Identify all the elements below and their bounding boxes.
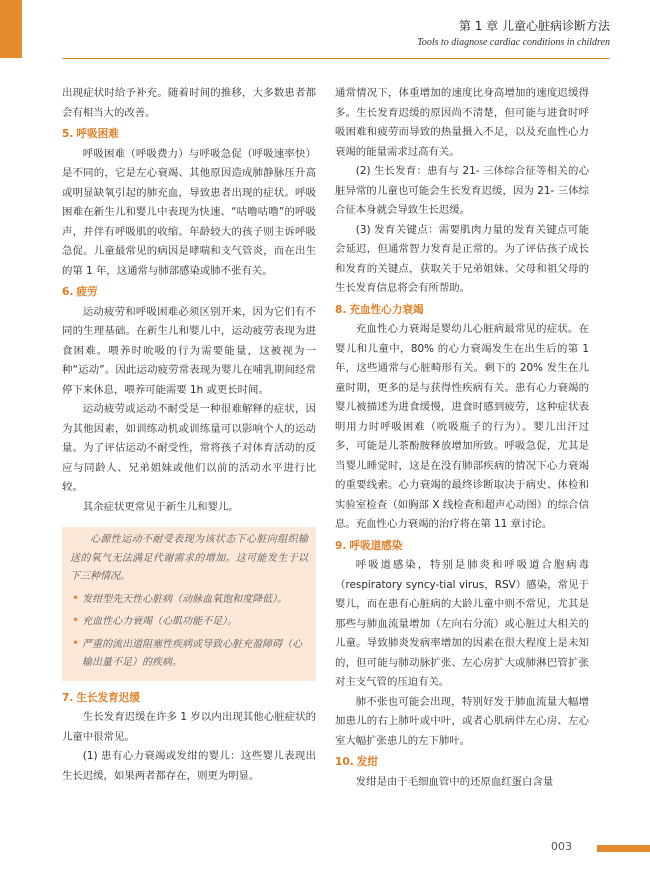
paragraph: 通常情况下，体重增加的速度比身高增加的速度迟缓得多。生长发育迟缓的原因尚不清楚，但可能与进食时呼吸困难和疲劳而导致的热量摄入不足，以及充血性心力衰竭的能量需求过高有关。 <box>335 87 589 158</box>
section-title: 呼吸困难 <box>76 128 119 140</box>
paragraph: (3) 发育关键点：需要肌肉力量的发育关键点可能会延迟，但通常智力发育是正常的。为了评估孩子成长和发育的关键点，获取关于兄弟姐妹、父母和祖父母的生长发育信息将会有所帮助。 <box>335 223 589 294</box>
footer-accent-bar <box>597 845 650 852</box>
section-heading-heart-failure <box>335 301 589 321</box>
section-number: 7. <box>62 691 74 704</box>
section-number: 8. <box>335 303 347 316</box>
callout-item-text: 发绀型先天性心脏病（动脉血氧饱和度降低）。 <box>82 593 288 605</box>
paragraph: 呼吸困难（呼吸费力）与呼吸急促（呼吸速率快）是不同的，它是左心衰竭、其他原因造成肺静脉压升高或明显缺氧引起的肺充血，导致患者出现的症状。呼吸困难在新生儿和婴儿中表现为快速、“咕噜咕噜”的呼吸声，并伴有呼吸肌的收缩。年龄较大的孩子则主诉呼吸急促。儿童最常见的病因是哮喘和支气管炎，而在出生的第 1 年，这通常与肺部感染或肺不张有关。 <box>62 147 316 277</box>
callout-item-text: 充血性心力衰竭（心肌功能不足）。 <box>82 616 238 627</box>
callout-item <box>70 611 308 632</box>
section-heading-fatigue <box>62 283 316 303</box>
bullet-icon: • <box>72 613 80 627</box>
section-number: 6. <box>62 286 74 298</box>
paragraph: 其余症状更常见于新生儿和婴儿。 <box>82 500 239 513</box>
chapter-subtitle: Tools to diagnose cardiac conditions in children <box>417 37 610 48</box>
section-heading-cyanosis <box>335 753 589 773</box>
paragraph: (2) 生长发育：患有与 21- 三体综合征等相关的心脏异常的儿童也可能会生长发育迟缓，因为 21- 三体综合征本身就会导致生长迟缓。 <box>335 165 589 216</box>
callout-item-text: 严重的流出道阻塞性疾病或导致心脏充盈障碍（心输出量不足）的疾病。 <box>82 638 303 668</box>
callout-intro: 心源性运动不耐受表现为该状态下心脏向组织输送的氧气无法满足代谢需求的增加。这可能发生于以下三种情况。 <box>70 534 308 582</box>
page-number: 003 <box>551 840 572 853</box>
section-number: 10. <box>335 756 354 768</box>
section-heading-respiratory-infection <box>335 537 589 557</box>
section-title: 疲劳 <box>76 286 98 298</box>
chapter-title: 第 1 章 儿童心脏病诊断方法 <box>458 19 610 33</box>
bullet-icon: • <box>72 635 80 650</box>
section-number: 5. <box>62 128 74 140</box>
paragraph: 充血性心力衰竭是婴幼儿心脏病最常见的症状。在婴儿和儿童中，80% 的心力衰竭发生在出生后的第 1 年，这些通常与心脏畸形有关。剩下的 20% 发生在儿童时期，更多的是与获得性疾病有关。患有心力衰竭的婴儿被描述为进食缓慢，进食时感到疲劳，这种症状表明用力时呼吸困难（吮吸瓶子的行为）。婴儿出汗过多，可能是儿茶酚胺释放增加所致。呼吸急促，尤其是当婴儿睡觉时，这是在没有肺部疾病的情况下心力衰竭的重要线索。心力衰竭的最终诊断取决于病史、体检和实验室检查（如胸部 X 线检查和超声心动图）的综合信息。充血性心力衰竭的治疗将在第 11 章讨论。 <box>335 323 589 530</box>
section-number: 9. <box>335 539 347 552</box>
paragraph: (1) 患有心力衰竭或发绀的婴儿：这些婴儿表现出生长迟缓，如果两者都存在，则更为明显。 <box>62 750 316 782</box>
header-accent-bar <box>0 0 22 58</box>
callout-item <box>70 634 308 673</box>
section-heading-growth <box>62 689 316 709</box>
paragraph: 出现症状时给予补充。随着时间的推移，大多数患者都会有相当大的改善。 <box>62 87 316 119</box>
section-title: 生长发育迟缓 <box>76 691 140 704</box>
paragraph: 肺不张也可能会出现，特别好发于肺血流量大幅增加患儿的右上肺叶或中叶，或者心肌病伴左心房、左心室大幅扩张患儿的左下肺叶。 <box>335 695 589 747</box>
section-title: 充血性心力衰竭 <box>349 303 424 316</box>
paragraph: 生长发育迟缓在许多 1 岁以内出现其他心脏症状的儿童中很常见。 <box>62 711 316 743</box>
paragraph: 运动疲劳和呼吸困难必须区别开来，因为它们有不同的生理基础。在新生儿和婴儿中，运动疲劳表现为进食困难。喂养时吮吸的行为需要能量，这被视为一种“运动”。因此运动疲劳常表现为婴儿在哺乳期间经常停下来休息，喂养可能需要 1h 或更长时间。 <box>62 305 316 396</box>
paragraph: 发绀是由于毛细血管中的还原血红蛋白含量 <box>355 775 554 788</box>
header-rule <box>62 58 610 59</box>
paragraph: 呼吸道感染，特别是肺炎和呼吸道合胞病毒（respiratory syncy-tial virus，RSV）感染，常见于婴儿，而在患有心脏病的大龄儿童中则不常见，尤其是那些与肺血流量增加（左向右分流）或心脏过大相关的儿童。导致肺炎发病率增加的因素在很大程度上是未知的，但可能与肺动脉扩张、左心房扩大或肺淋巴管扩张对主支气管的压迫有关。 <box>335 559 589 688</box>
section-title: 发绀 <box>356 756 378 768</box>
left-column <box>62 84 316 786</box>
section-heading-dyspnea <box>62 125 316 145</box>
paragraph: 运动疲劳或运动不耐受是一种很难解释的症状，因为其他因素，如训练动机或训练量可以影响个人的运动量。为了评估运动不耐受性，常将孩子对体育活动的反应与同龄人、兄弟姐妹或他们以前的活动水平进行比较。 <box>62 403 316 493</box>
right-column <box>335 84 589 792</box>
bullet-icon: • <box>72 590 80 605</box>
section-title: 呼吸道感染 <box>349 539 403 552</box>
callout-box <box>62 527 316 681</box>
callout-item <box>70 589 308 610</box>
